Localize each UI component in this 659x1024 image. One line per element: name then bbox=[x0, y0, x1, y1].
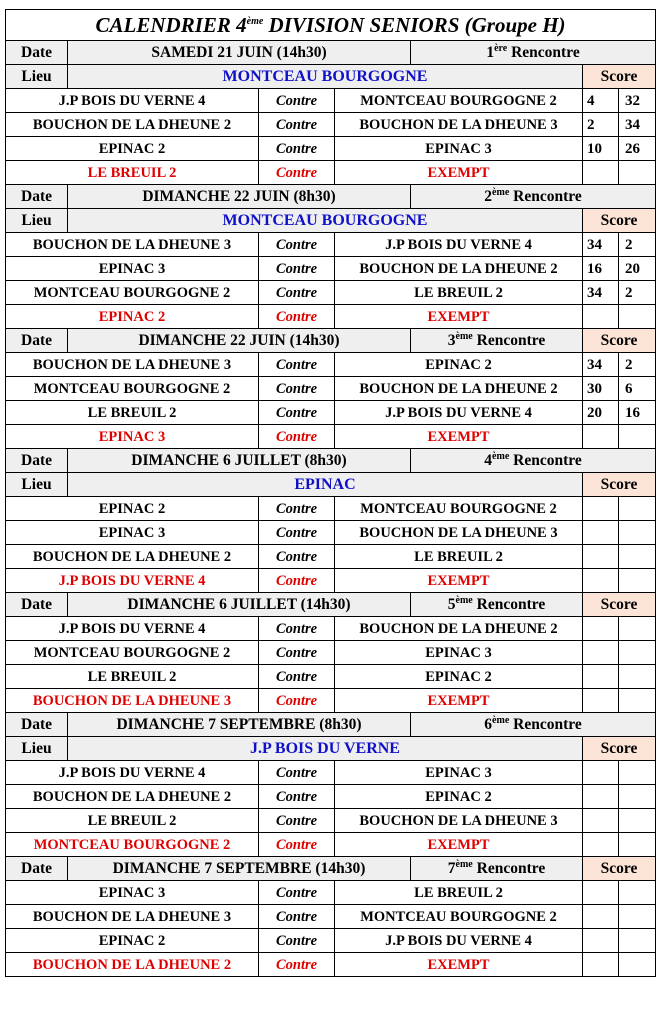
away-team: EPINAC 3 bbox=[335, 761, 583, 785]
match-row bbox=[6, 929, 656, 953]
title-sup: ème bbox=[246, 16, 264, 27]
away-team: J.P BOIS DU VERNE 4 bbox=[335, 233, 583, 257]
home-team: EPINAC 2 bbox=[6, 137, 259, 161]
home-team: MONTCEAU BOURGOGNE 2 bbox=[6, 281, 259, 305]
home-score: 34 bbox=[583, 353, 619, 377]
exempt-label: EXEMPT bbox=[335, 305, 583, 329]
round-date-row bbox=[6, 713, 656, 737]
match-row bbox=[6, 233, 656, 257]
score-header: Score bbox=[583, 65, 656, 89]
home-score: 20 bbox=[583, 401, 619, 425]
home-team: BOUCHON DE LA DHEUNE 2 bbox=[6, 545, 259, 569]
contre-label: Contre bbox=[259, 833, 335, 857]
contre-label: Contre bbox=[259, 521, 335, 545]
score-empty bbox=[619, 305, 656, 329]
away-team: BOUCHON DE LA DHEUNE 2 bbox=[335, 617, 583, 641]
contre-label: Contre bbox=[259, 137, 335, 161]
exempt-row bbox=[6, 569, 656, 593]
round-date: DIMANCHE 7 SEPTEMBRE (8h30) bbox=[68, 713, 411, 737]
exempt-row bbox=[6, 425, 656, 449]
home-score: 34 bbox=[583, 281, 619, 305]
exempt-team: LE BREUIL 2 bbox=[6, 161, 259, 185]
home-team: J.P BOIS DU VERNE 4 bbox=[6, 761, 259, 785]
away-team: EPINAC 3 bbox=[335, 137, 583, 161]
round-date-row bbox=[6, 329, 656, 353]
contre-label: Contre bbox=[259, 953, 335, 977]
rencontre-sup: ème bbox=[455, 594, 473, 606]
away-team: J.P BOIS DU VERNE 4 bbox=[335, 929, 583, 953]
home-score: 10 bbox=[583, 137, 619, 161]
home-team: BOUCHON DE LA DHEUNE 2 bbox=[6, 113, 259, 137]
rencontre-sup: ème bbox=[492, 450, 510, 462]
score-header: Score bbox=[583, 209, 656, 233]
rencontre-sup: ème bbox=[455, 330, 473, 342]
score-header: Score bbox=[583, 473, 656, 497]
home-team: EPINAC 3 bbox=[6, 881, 259, 905]
away-score bbox=[619, 905, 656, 929]
score-header: Score bbox=[583, 593, 656, 617]
match-row bbox=[6, 545, 656, 569]
contre-label: Contre bbox=[259, 905, 335, 929]
score-empty bbox=[619, 689, 656, 713]
match-row bbox=[6, 785, 656, 809]
date-label: Date bbox=[6, 41, 68, 65]
contre-label: Contre bbox=[259, 785, 335, 809]
score-empty bbox=[583, 689, 619, 713]
contre-label: Contre bbox=[259, 305, 335, 329]
away-score bbox=[619, 521, 656, 545]
away-team: BOUCHON DE LA DHEUNE 2 bbox=[335, 377, 583, 401]
exempt-row bbox=[6, 689, 656, 713]
match-row bbox=[6, 257, 656, 281]
rencontre-label bbox=[411, 329, 583, 353]
venue-name: MONTCEAU BOURGOGNE bbox=[68, 209, 583, 233]
score-header: Score bbox=[583, 737, 656, 761]
away-team: LE BREUIL 2 bbox=[335, 545, 583, 569]
away-score bbox=[619, 665, 656, 689]
date-label: Date bbox=[6, 185, 68, 209]
away-team: MONTCEAU BOURGOGNE 2 bbox=[335, 89, 583, 113]
away-score: 6 bbox=[619, 377, 656, 401]
home-score bbox=[583, 521, 619, 545]
score-empty bbox=[619, 161, 656, 185]
round-date-row bbox=[6, 857, 656, 881]
rencontre-text: Rencontre bbox=[507, 43, 580, 61]
lieu-label: Lieu bbox=[6, 737, 68, 761]
calendar-table bbox=[5, 9, 656, 977]
contre-label: Contre bbox=[259, 809, 335, 833]
exempt-row bbox=[6, 161, 656, 185]
match-row bbox=[6, 617, 656, 641]
round-date: DIMANCHE 6 JUILLET (8h30) bbox=[68, 449, 411, 473]
away-team: EPINAC 3 bbox=[335, 641, 583, 665]
away-score bbox=[619, 641, 656, 665]
match-row bbox=[6, 113, 656, 137]
contre-label: Contre bbox=[259, 89, 335, 113]
round-date: DIMANCHE 22 JUIN (14h30) bbox=[68, 329, 411, 353]
away-score: 2 bbox=[619, 281, 656, 305]
rencontre-label bbox=[411, 857, 583, 881]
rencontre-label bbox=[411, 185, 656, 209]
match-row bbox=[6, 641, 656, 665]
round-date-row bbox=[6, 41, 656, 65]
round-venue-row bbox=[6, 65, 656, 89]
round-date-row bbox=[6, 185, 656, 209]
home-team: EPINAC 3 bbox=[6, 257, 259, 281]
rencontre-sup: ème bbox=[492, 714, 510, 726]
round-date-row bbox=[6, 449, 656, 473]
away-score: 16 bbox=[619, 401, 656, 425]
home-team: EPINAC 2 bbox=[6, 929, 259, 953]
score-header: Score bbox=[583, 329, 656, 353]
home-team: MONTCEAU BOURGOGNE 2 bbox=[6, 377, 259, 401]
away-score bbox=[619, 785, 656, 809]
away-team: BOUCHON DE LA DHEUNE 2 bbox=[335, 257, 583, 281]
date-label: Date bbox=[6, 713, 68, 737]
date-label: Date bbox=[6, 329, 68, 353]
away-score bbox=[619, 545, 656, 569]
away-score: 32 bbox=[619, 89, 656, 113]
home-team: BOUCHON DE LA DHEUNE 3 bbox=[6, 233, 259, 257]
away-score: 2 bbox=[619, 233, 656, 257]
home-score: 2 bbox=[583, 113, 619, 137]
contre-label: Contre bbox=[259, 425, 335, 449]
contre-label: Contre bbox=[259, 929, 335, 953]
home-score bbox=[583, 761, 619, 785]
match-row bbox=[6, 281, 656, 305]
contre-label: Contre bbox=[259, 161, 335, 185]
away-score bbox=[619, 929, 656, 953]
exempt-label: EXEMPT bbox=[335, 161, 583, 185]
home-team: J.P BOIS DU VERNE 4 bbox=[6, 89, 259, 113]
contre-label: Contre bbox=[259, 641, 335, 665]
home-team: LE BREUIL 2 bbox=[6, 401, 259, 425]
rencontre-number: 3 bbox=[447, 331, 456, 349]
lieu-label: Lieu bbox=[6, 65, 68, 89]
score-empty bbox=[619, 569, 656, 593]
exempt-label: EXEMPT bbox=[335, 833, 583, 857]
away-score bbox=[619, 617, 656, 641]
away-score bbox=[619, 809, 656, 833]
home-score bbox=[583, 785, 619, 809]
contre-label: Contre bbox=[259, 497, 335, 521]
match-row bbox=[6, 137, 656, 161]
date-label: Date bbox=[6, 857, 68, 881]
match-row bbox=[6, 905, 656, 929]
title-main: CALENDRIER 4 bbox=[95, 13, 247, 37]
home-team: BOUCHON DE LA DHEUNE 3 bbox=[6, 353, 259, 377]
home-team: BOUCHON DE LA DHEUNE 2 bbox=[6, 785, 259, 809]
exempt-team: J.P BOIS DU VERNE 4 bbox=[6, 569, 259, 593]
venue-name: MONTCEAU BOURGOGNE bbox=[68, 65, 583, 89]
away-score: 2 bbox=[619, 353, 656, 377]
round-date: SAMEDI 21 JUIN (14h30) bbox=[68, 41, 411, 65]
rencontre-text: Rencontre bbox=[509, 187, 582, 205]
home-score bbox=[583, 929, 619, 953]
home-score: 34 bbox=[583, 233, 619, 257]
contre-label: Contre bbox=[259, 689, 335, 713]
venue-name: J.P BOIS DU VERNE bbox=[68, 737, 583, 761]
home-score: 4 bbox=[583, 89, 619, 113]
exempt-label: EXEMPT bbox=[335, 953, 583, 977]
rencontre-number: 4 bbox=[484, 451, 493, 469]
exempt-label: EXEMPT bbox=[335, 425, 583, 449]
rencontre-number: 1 bbox=[486, 43, 495, 61]
score-empty bbox=[619, 425, 656, 449]
rencontre-sup: ème bbox=[492, 186, 510, 198]
round-date: DIMANCHE 22 JUIN (8h30) bbox=[68, 185, 411, 209]
contre-label: Contre bbox=[259, 545, 335, 569]
away-team: BOUCHON DE LA DHEUNE 3 bbox=[335, 113, 583, 137]
round-venue-row bbox=[6, 209, 656, 233]
rencontre-label bbox=[411, 41, 656, 65]
home-score bbox=[583, 809, 619, 833]
away-team: MONTCEAU BOURGOGNE 2 bbox=[335, 905, 583, 929]
match-row bbox=[6, 665, 656, 689]
exempt-label: EXEMPT bbox=[335, 689, 583, 713]
away-team: J.P BOIS DU VERNE 4 bbox=[335, 401, 583, 425]
match-row bbox=[6, 809, 656, 833]
away-score: 34 bbox=[619, 113, 656, 137]
home-team: EPINAC 3 bbox=[6, 521, 259, 545]
match-row bbox=[6, 881, 656, 905]
home-score bbox=[583, 545, 619, 569]
rencontre-label bbox=[411, 593, 583, 617]
home-score bbox=[583, 617, 619, 641]
away-score bbox=[619, 761, 656, 785]
rencontre-number: 6 bbox=[484, 715, 493, 733]
home-score: 30 bbox=[583, 377, 619, 401]
exempt-team: MONTCEAU BOURGOGNE 2 bbox=[6, 833, 259, 857]
away-team: MONTCEAU BOURGOGNE 2 bbox=[335, 497, 583, 521]
score-empty bbox=[583, 953, 619, 977]
exempt-row bbox=[6, 305, 656, 329]
rencontre-text: Rencontre bbox=[472, 595, 546, 613]
contre-label: Contre bbox=[259, 569, 335, 593]
home-team: J.P BOIS DU VERNE 4 bbox=[6, 617, 259, 641]
home-team: MONTCEAU BOURGOGNE 2 bbox=[6, 641, 259, 665]
rencontre-number: 2 bbox=[484, 187, 493, 205]
away-score bbox=[619, 497, 656, 521]
away-team: LE BREUIL 2 bbox=[335, 881, 583, 905]
home-score: 16 bbox=[583, 257, 619, 281]
contre-label: Contre bbox=[259, 665, 335, 689]
round-venue-row bbox=[6, 473, 656, 497]
title-rest: DIVISION SENIORS (Groupe H) bbox=[263, 13, 566, 37]
home-score bbox=[583, 905, 619, 929]
round-venue-row bbox=[6, 737, 656, 761]
score-empty bbox=[619, 833, 656, 857]
rencontre-number: 7 bbox=[447, 859, 456, 877]
round-date-row bbox=[6, 593, 656, 617]
round-date: DIMANCHE 7 SEPTEMBRE (14h30) bbox=[68, 857, 411, 881]
lieu-label: Lieu bbox=[6, 473, 68, 497]
away-team: EPINAC 2 bbox=[335, 665, 583, 689]
home-score bbox=[583, 641, 619, 665]
exempt-team: BOUCHON DE LA DHEUNE 3 bbox=[6, 689, 259, 713]
rencontre-sup: ème bbox=[455, 858, 473, 870]
exempt-team: BOUCHON DE LA DHEUNE 2 bbox=[6, 953, 259, 977]
exempt-label: EXEMPT bbox=[335, 569, 583, 593]
rencontre-label bbox=[411, 713, 656, 737]
match-row bbox=[6, 89, 656, 113]
away-team: BOUCHON DE LA DHEUNE 3 bbox=[335, 809, 583, 833]
rencontre-sup: ère bbox=[494, 42, 508, 54]
score-empty bbox=[619, 953, 656, 977]
score-empty bbox=[583, 569, 619, 593]
contre-label: Contre bbox=[259, 761, 335, 785]
rencontre-text: Rencontre bbox=[509, 715, 582, 733]
score-empty bbox=[583, 305, 619, 329]
match-row bbox=[6, 377, 656, 401]
contre-label: Contre bbox=[259, 401, 335, 425]
exempt-team: EPINAC 2 bbox=[6, 305, 259, 329]
away-score: 20 bbox=[619, 257, 656, 281]
home-team: BOUCHON DE LA DHEUNE 3 bbox=[6, 905, 259, 929]
away-team: EPINAC 2 bbox=[335, 353, 583, 377]
exempt-row bbox=[6, 833, 656, 857]
contre-label: Contre bbox=[259, 233, 335, 257]
home-team: LE BREUIL 2 bbox=[6, 665, 259, 689]
home-score bbox=[583, 881, 619, 905]
rencontre-text: Rencontre bbox=[472, 331, 546, 349]
home-team: LE BREUIL 2 bbox=[6, 809, 259, 833]
away-team: LE BREUIL 2 bbox=[335, 281, 583, 305]
page-title bbox=[6, 10, 656, 41]
match-row bbox=[6, 521, 656, 545]
rencontre-number: 5 bbox=[447, 595, 456, 613]
exempt-row bbox=[6, 953, 656, 977]
score-empty bbox=[583, 161, 619, 185]
away-score: 26 bbox=[619, 137, 656, 161]
away-score bbox=[619, 881, 656, 905]
home-score bbox=[583, 665, 619, 689]
home-score bbox=[583, 497, 619, 521]
contre-label: Contre bbox=[259, 377, 335, 401]
date-label: Date bbox=[6, 449, 68, 473]
contre-label: Contre bbox=[259, 281, 335, 305]
contre-label: Contre bbox=[259, 257, 335, 281]
match-row bbox=[6, 353, 656, 377]
date-label: Date bbox=[6, 593, 68, 617]
contre-label: Contre bbox=[259, 353, 335, 377]
away-team: BOUCHON DE LA DHEUNE 3 bbox=[335, 521, 583, 545]
venue-name: EPINAC bbox=[68, 473, 583, 497]
match-row bbox=[6, 401, 656, 425]
rencontre-label bbox=[411, 449, 656, 473]
lieu-label: Lieu bbox=[6, 209, 68, 233]
rencontre-text: Rencontre bbox=[472, 859, 546, 877]
away-team: EPINAC 2 bbox=[335, 785, 583, 809]
score-header: Score bbox=[583, 857, 656, 881]
round-date: DIMANCHE 6 JUILLET (14h30) bbox=[68, 593, 411, 617]
contre-label: Contre bbox=[259, 113, 335, 137]
contre-label: Contre bbox=[259, 617, 335, 641]
score-empty bbox=[583, 425, 619, 449]
contre-label: Contre bbox=[259, 881, 335, 905]
match-row bbox=[6, 761, 656, 785]
score-empty bbox=[583, 833, 619, 857]
home-team: EPINAC 2 bbox=[6, 497, 259, 521]
rencontre-text: Rencontre bbox=[509, 451, 582, 469]
exempt-team: EPINAC 3 bbox=[6, 425, 259, 449]
match-row bbox=[6, 497, 656, 521]
